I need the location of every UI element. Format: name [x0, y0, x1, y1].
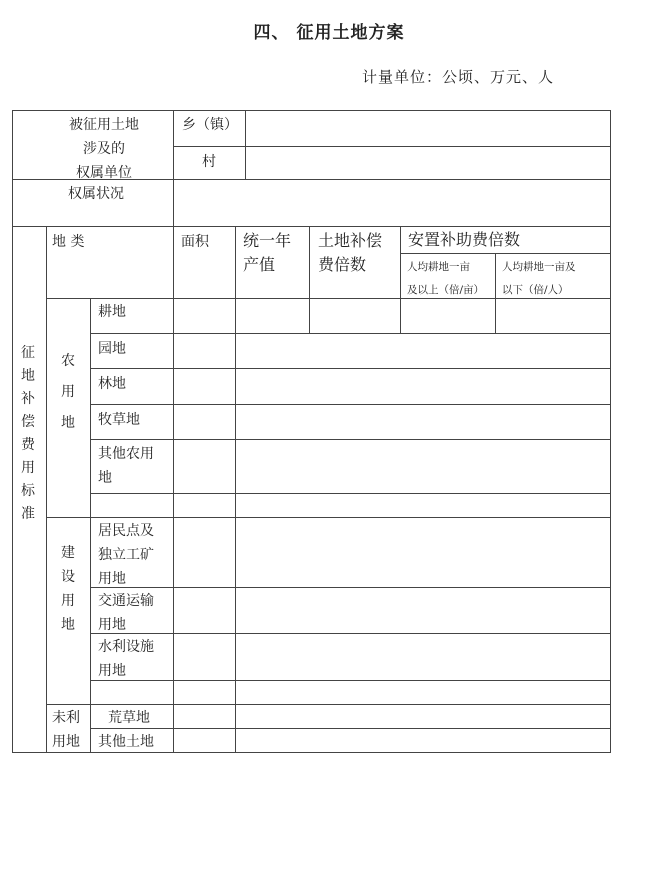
construction-group-label: [58, 541, 78, 637]
row-water: [98, 635, 154, 683]
rule-row8: [90, 633, 611, 634]
above-one-mu-line2: 及以上（倍/亩）: [407, 284, 485, 296]
row-residential-line1: 居民点及: [98, 523, 154, 539]
row-forest: 林地: [98, 376, 126, 392]
township-label: 乡（镇）: [182, 117, 238, 133]
owner-unit-label: [54, 113, 154, 185]
rule-agri-bottom: [46, 517, 611, 518]
rule-construction-bottom: [46, 704, 611, 705]
row-transport: [98, 589, 154, 637]
unused-group-line2: 用地: [52, 734, 80, 750]
above-one-mu-header: [407, 256, 484, 302]
unused-group-line1: 未利: [52, 710, 80, 726]
rule-right: [610, 110, 611, 752]
compensation-line2: 费倍数: [318, 255, 367, 274]
row-other-agri-line2: 地: [98, 470, 112, 486]
construction-group-text: 建设用地: [61, 545, 75, 633]
unused-group-label: [52, 706, 80, 754]
row-barren: 荒草地: [108, 710, 150, 726]
village-label: 村: [202, 154, 216, 170]
rule-row1: [90, 333, 611, 334]
row-transport-line2: 用地: [98, 617, 126, 633]
rule-row9: [90, 680, 611, 681]
below-one-mu-line1: 人均耕地一亩及: [502, 261, 576, 273]
rule-row3: [90, 404, 611, 405]
rule-output: [235, 226, 236, 752]
rule-row11: [90, 728, 611, 729]
annual-output-line1: 统一年: [243, 231, 292, 250]
owner-unit-line2: 涉及的: [83, 141, 125, 157]
row-residential: [98, 519, 154, 591]
agricultural-group-label: [58, 346, 78, 439]
row-garden: 园地: [98, 341, 126, 357]
unit-line: 计量单位：公顷、万元、人: [361, 68, 554, 86]
rule-resettlement: [400, 226, 401, 333]
compensation-header: [318, 229, 382, 277]
rule-section: [46, 226, 47, 752]
row-other-agri-line1: 其他农用: [98, 446, 154, 462]
compensation-line1: 土地补偿: [318, 231, 383, 250]
rule-compensation: [309, 226, 310, 333]
row-other-land: 其他土地: [98, 734, 154, 750]
rule-top: [12, 110, 611, 111]
rule-resettlement-split: [495, 253, 496, 333]
row-residential-line3: 用地: [98, 571, 126, 587]
ownership-status-label: 权属状况: [68, 186, 124, 202]
annual-output-line2: 产值: [243, 255, 276, 274]
below-one-mu-header: [502, 256, 576, 302]
rule-township-bottom: [173, 146, 611, 147]
above-one-mu-line1: 人均耕地一亩: [407, 261, 470, 273]
owner-unit-line1: 被征用土地: [69, 117, 139, 133]
rule-row5: [90, 493, 611, 494]
rule-subheader: [400, 253, 611, 254]
section-label: [18, 342, 38, 526]
section-label-text: 征地补偿费用标准: [21, 345, 35, 522]
below-one-mu-line2: 以下（倍/人）: [502, 284, 569, 296]
rule-group: [90, 298, 91, 752]
row-residential-line2: 独立工矿: [98, 547, 154, 563]
row-water-line1: 水利设施: [98, 639, 154, 655]
row-other-agri: [98, 442, 154, 490]
annual-output-header: [243, 229, 291, 277]
resettlement-header: 安置补助费倍数: [408, 230, 521, 249]
rule-township-label: [245, 110, 246, 179]
rule-left: [12, 110, 13, 752]
rule-area: [173, 110, 174, 752]
rule-status-bottom: [12, 226, 611, 227]
row-water-line2: 用地: [98, 663, 126, 679]
rule-row7: [90, 587, 611, 588]
row-pasture: 牧草地: [98, 412, 140, 428]
agricultural-group-text: 农用地: [61, 353, 75, 431]
row-transport-line1: 交通运输: [98, 593, 154, 609]
area-header: 面积: [181, 234, 209, 250]
rule-row2: [90, 368, 611, 369]
page-title: 四、 征用土地方案: [253, 23, 405, 43]
land-type-header: 地 类: [52, 234, 85, 250]
owner-unit-line3: 权属单位: [76, 165, 132, 181]
row-cultivated: 耕地: [98, 304, 126, 320]
rule-row4: [90, 439, 611, 440]
